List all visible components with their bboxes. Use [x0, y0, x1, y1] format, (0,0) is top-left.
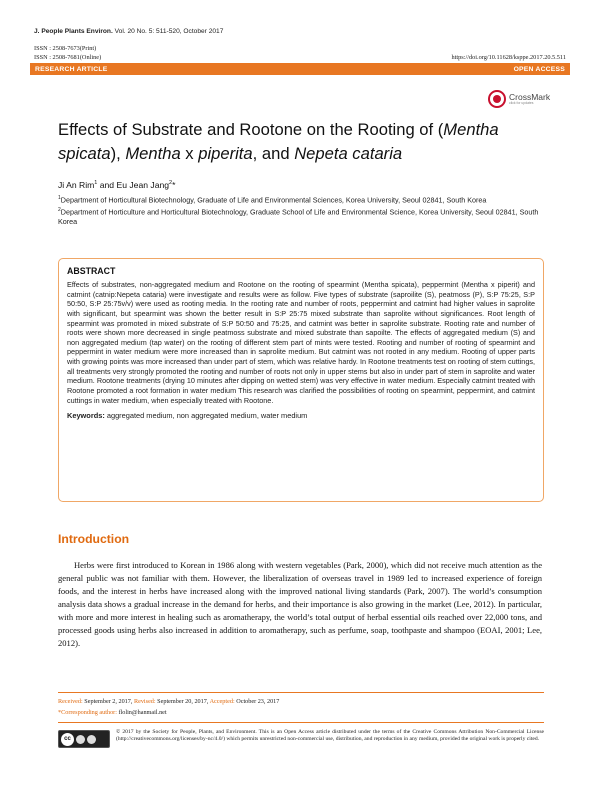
abstract-box: [58, 258, 544, 502]
title-species2b: piperita: [198, 143, 253, 163]
issn-print: ISSN : 2508-7673(Print): [34, 45, 97, 52]
title-species1: Mentha spicata: [58, 120, 499, 163]
crossmark-label: CrossMark: [509, 91, 551, 102]
article-type-bar: [30, 63, 570, 75]
introduction-heading: Introduction: [58, 532, 130, 546]
corresponding-mark: *: [172, 180, 176, 190]
journal-details: Vol. 20 No. 5: 511-520, October 2017: [112, 28, 224, 35]
title-x: x: [180, 143, 199, 163]
affiliation-2-sup: 2: [58, 207, 61, 213]
revised-date: September 20, 2017,: [155, 698, 210, 705]
corresponding-email[interactable]: flolin@hanmail.net: [116, 709, 167, 716]
keywords-list: aggregated medium, non aggregated medium, water medium: [104, 411, 308, 421]
received-label: Received:: [58, 698, 83, 705]
author-2: Eu Jean Jang: [116, 180, 170, 190]
article-dates: [58, 698, 279, 705]
crossmark-icon: [488, 90, 506, 108]
title-part1: Effects of Substrate and Rootone on the Rooting of (: [58, 120, 444, 139]
title-part2: ),: [110, 143, 126, 163]
author-2-sup: 2: [169, 180, 173, 187]
article-title: [58, 118, 538, 165]
author-1: Ji An Rim: [58, 180, 95, 190]
affiliation-2: [58, 207, 558, 227]
author-list: [58, 180, 175, 190]
title-species3: Nepeta cataria: [294, 143, 403, 163]
title-species2a: Mentha: [125, 143, 181, 163]
author-1-sup: 1: [94, 180, 98, 187]
by-icon: [76, 735, 85, 744]
journal-name: J. People Plants Environ.: [34, 28, 113, 35]
article-type-label: RESEARCH ARTICLE: [35, 65, 108, 73]
corresponding-author: [58, 709, 167, 716]
author-connector: and: [97, 180, 117, 190]
affiliation-1-sup: 1: [58, 195, 61, 201]
footer-divider-top: [58, 692, 544, 693]
keywords-label: Keywords:: [67, 411, 105, 421]
keywords: [67, 411, 535, 420]
revised-label: Revised:: [133, 698, 156, 705]
corresponding-label: *Corresponding author:: [58, 709, 117, 716]
creative-commons-badge[interactable]: [58, 730, 110, 748]
footer-divider-bottom: [58, 722, 544, 723]
issn-online: ISSN : 2508-7681(Online): [34, 54, 102, 61]
license-text: © 2017 by the Society for People, Plants, and Environment. This is an Open Access article distributed under the terms of the Creative Commons Attribution Non-Commercial License (http://creativecommons.org/licenses/by-nc/4.0/) which permits unrestricted non-commercial use, distribution, and reproduction in any medium, provided the original work is properly cited.: [116, 729, 544, 743]
doi-link[interactable]: https://doi.org/10.11628/ksppe.2017.20.5.511: [451, 54, 566, 61]
crossmark-badge[interactable]: [488, 86, 558, 112]
received-date: September 2, 2017,: [82, 698, 134, 705]
introduction-text: Herbs were first introduced to Korean in 1986 along with western vegetables (Park, 2000), which did not receive much attention as the general public was not familiar with them. However, the liberalization of overseas travel in 1989 led to increased experience of foreign foods, and the interest in herbs have increased along with the improved national living standards (Park, 2007). The world’s consumption analysis data shows a gradual increase in the demand for herbs, and their importance is also growing in the market (Lee, 2012). In particular, with more and more interest in healing such as aromatherapy, the world’s total output of herbal essential oils reached over 22,000 tons, and processed goods using herbs also increased in addition to aromatherapy, such as perfume, soap, toothpaste and shampoo (EOAI, 2001; Lee, 2012).: [58, 560, 542, 649]
abstract-text: Effects of substrates, non-aggregated medium and Rootone on the rooting of spearmint (Mentha spicata), peppermint (Mentha x piperit) and catmint (catnip:Nepeta cataria) were investigate and results were as follow. Five types of substrate (saproilite (S), peatmoss (P), S:P 75:25, S:P 50:50, S:P 25:75v/v) were used as rooting media. In the rooting rate and number of roots, peppermint and catmint had higher values in saprolite with significant, but spearmint was shown the better result in S:P 25:75 mixed substrate than saprolite without significances. Root length of spearmint was promoted in mixed substrate of S:P 50:50 and 75:25, and catmint was better in saprolite substrate. Rooting rate and number of roots were shown more decreased in single peatmoss substrate and mixed substrate than sapoilte. The effects of aggregated medium (S) and non aggregated medium (tap water) on the rooting of different stem part of mints were tested. Rooting and number of rooting of spearmint and peppermint in water medium were more increased than in saprolite medium. But catmint was not rooted in any medium. Rooting of upper parts with growing points was more increased than under part of stem, which was relative hardy. In Rootone treatments test on rooting of stem cuttings, all treatments very strongly promoted the rooting and number of roots not only in upper stems but also in under part of stem in saprolite and water medium. Rootone treatments (drying 10 minutes after dipping on wetted stem) was very effective in water medium. Especially catmint treated with Rootone promoted a root formation in water medium This research was clarified the possibilities of rooting on spearmint, peppermint, and catmint cuttings in water medium, when especially treated with Rootone.: [67, 280, 535, 405]
open-access-label: OPEN ACCESS: [513, 65, 565, 73]
accepted-label: Accepted:: [209, 698, 235, 705]
affiliation-1: [58, 195, 558, 205]
affiliation-2-text: Department of Horticulture and Horticultural Biotechnology, Graduate School of Life and Environmental Science, Korea University, Seoul 02841, South Korea: [58, 207, 539, 226]
abstract-heading: ABSTRACT: [67, 266, 116, 276]
nc-icon: [87, 735, 96, 744]
affiliation-1-text: Department of Horticultural Biotechnology, Graduate of Life and Environmental Sciences, Korea University, Seoul 02841, South Korea: [60, 195, 487, 205]
title-part3: , and: [252, 143, 295, 163]
cc-icon: cc: [61, 733, 74, 746]
accepted-date: October 23, 2017: [234, 698, 280, 705]
journal-citation: [34, 28, 223, 35]
crossmark-sublabel: click for updates: [509, 101, 534, 106]
